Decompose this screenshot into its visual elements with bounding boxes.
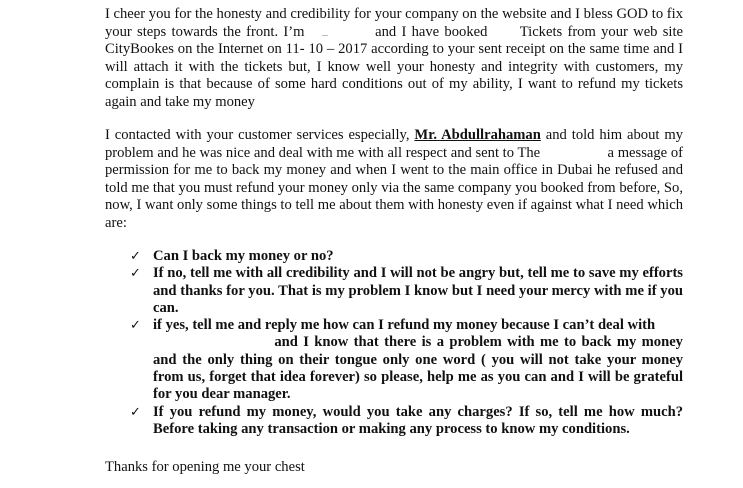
checkmark-icon: ✓	[130, 318, 141, 334]
list-item	[130, 248, 683, 265]
list-item	[130, 403, 683, 439]
contact-text-2: and told him about my problem and he was nice and deal with me with all respect and sent to The	[105, 127, 683, 161]
contact-text-1: I contacted with your customer services especially,	[105, 127, 410, 143]
paragraph-contact	[105, 127, 683, 232]
intro-text-2: and I have booked	[375, 23, 488, 40]
redacted-count	[493, 27, 515, 37]
list-item	[130, 317, 683, 403]
redacted-company	[544, 148, 604, 158]
list-item-text: If no, tell me with all credibility and I will not be angry but, tell me to save my efforts and thanks for you. That is my problem I know but I need your mercy with me if you can.	[153, 265, 683, 316]
paragraph-intro	[105, 6, 683, 111]
contact-text-3: a message of permission for me to back my money and when I went to the main office in Dubai he refused and told me that you must refund your money only via the same company you booked from before, So, now, I want only some things to tell me about them with honesty even if against what I need which are:	[105, 144, 683, 231]
list-item-text: and I know that there is a problem with me to back my money and the only thing on their tongue only one word ( you will not take your money from us, forget that idea forever) so please, help me as you can and I will be grateful for you dear manager.	[153, 334, 683, 403]
list-item-text: Can I back my money or no?	[153, 248, 334, 264]
closing-line: Thanks for opening me your chest	[105, 459, 305, 476]
intro-text-1: I cheer you for the honesty and credibility for your company on the website and I bless GOD to fix your steps towards the front. I’m	[105, 6, 683, 40]
checkmark-icon: ✓	[130, 266, 141, 282]
checkmark-icon: ✓	[130, 404, 141, 420]
list-item	[130, 265, 683, 317]
intro-text-3: Tickets from your web site CityBookes on the Internet on 11- 10 – 2017 according to your sent receipt on the same time and I will attach it with the tickets but, I know well your honesty and integrity with customers, my complain is that because of some hard conditions out of my ability, I want to refund my tickets again and take my money	[105, 23, 684, 110]
list-item-lead: if yes, tell me and reply me how can I refund my money because I can’t deal with	[153, 317, 656, 334]
question-list	[105, 248, 683, 438]
agent-name: Mr. Abdullrahaman	[414, 127, 541, 143]
redacted-name	[310, 27, 370, 37]
letter-body	[105, 6, 683, 476]
checkmark-icon: ✓	[130, 249, 141, 264]
list-item-text: If you refund my money, would you take any charges? If so, tell me how much? Before taking any transaction or making any process to know my conditions.	[153, 403, 683, 437]
